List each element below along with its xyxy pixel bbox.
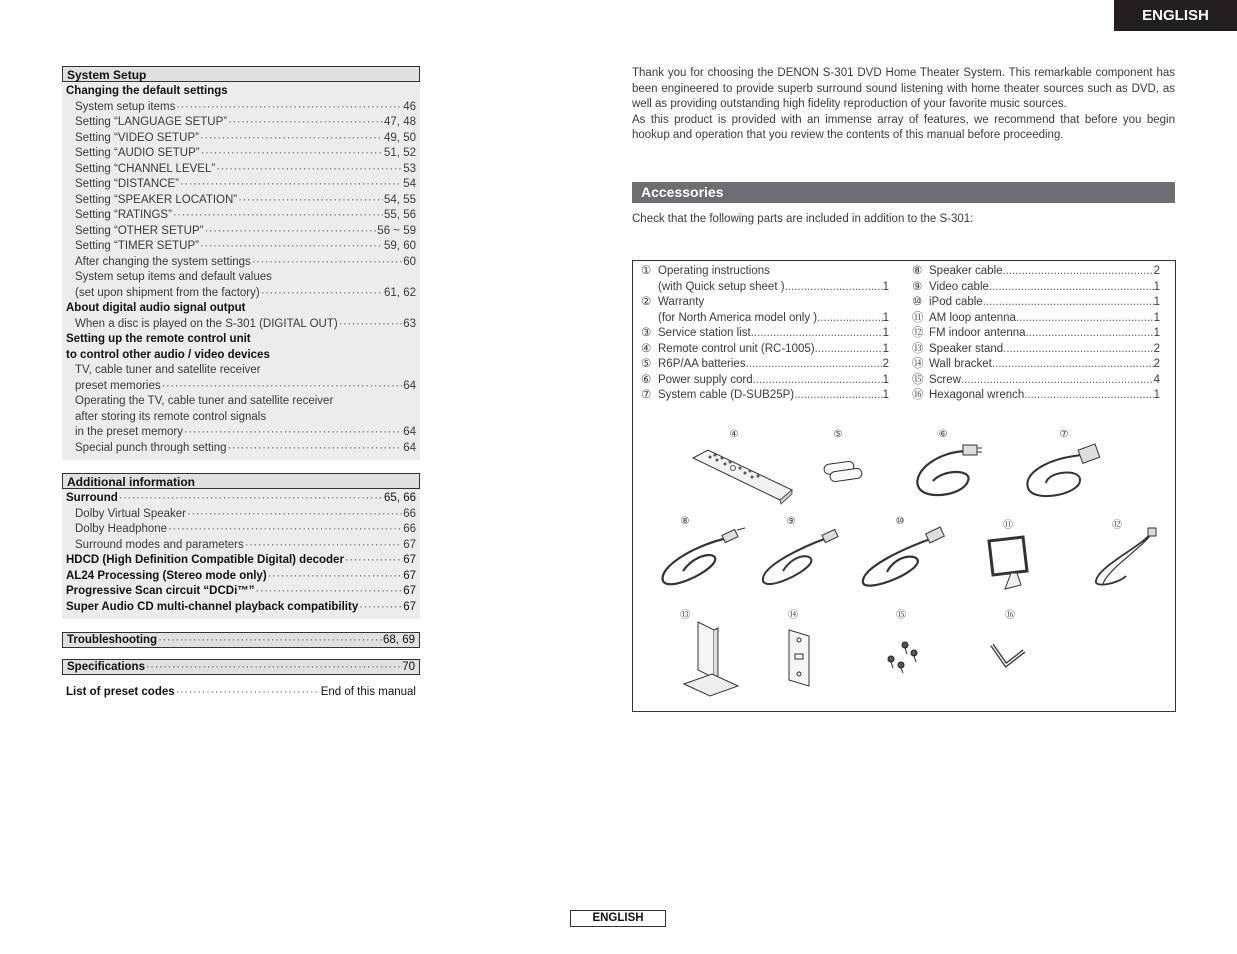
video-cable-icon	[755, 526, 845, 591]
toc-entry-label: Specifications	[67, 661, 145, 673]
accessory-item	[912, 280, 1160, 296]
accessory-number: ⑤	[641, 358, 652, 370]
toc-entry[interactable]	[66, 146, 416, 162]
toc-page-number: 66	[403, 523, 416, 535]
accessory-label: Service station list	[658, 327, 751, 339]
toc-entry	[66, 394, 416, 410]
screws-icon	[883, 639, 923, 674]
accessory-label: Hexagonal wrench	[929, 389, 1025, 401]
toc-page-number: 60	[403, 255, 416, 268]
intro-paragraph: Thank you for choosing the DENON S-301 DVD Home Theater System. This remarkable component has been engineered to provide superb surround sound listening with home theater sources such as DVD, as well as providing outstanding high fidelity reproduction of your favorite music sources.	[632, 67, 1175, 110]
accessory-number: ⑨	[912, 280, 923, 293]
accessory-number: ⑬	[912, 342, 924, 355]
illustration-number: ④	[729, 429, 739, 440]
toc-entry-label: System setup items and default values	[75, 271, 272, 283]
accessory-number: ⑮	[912, 373, 924, 386]
accessory-label: Speaker cable	[929, 265, 1003, 277]
toc-page-number: 70	[402, 661, 415, 673]
accessory-quantity: 1	[882, 311, 889, 324]
accessory-quantity: 1	[882, 280, 889, 293]
accessory-number: ⑫	[912, 327, 924, 339]
accessory-item	[641, 326, 889, 342]
toc-entry-label: Setting “TIMER SETUP”	[75, 240, 199, 252]
toc-entry-label: Setting “VIDEO SETUP”	[75, 131, 199, 144]
toc-page-number: 49, 50	[384, 131, 416, 144]
toc-page-number: 66	[403, 507, 416, 520]
speaker-cable-icon	[653, 526, 748, 591]
intro-text	[632, 66, 1175, 144]
section-heading-additional-information: Additional information	[62, 473, 420, 489]
accessory-label: Speaker stand	[929, 342, 1004, 355]
accessory-quantity: 1	[882, 342, 889, 355]
illustration-number: ⑭	[788, 610, 798, 621]
accessory-label: Screw	[929, 373, 961, 386]
accessory-quantity: 2	[882, 358, 889, 370]
toc-page-number: 46	[403, 100, 416, 113]
toc-entry-label: after storing its remote control signals	[75, 410, 267, 423]
toc-page-number: 56 ~ 59	[377, 224, 416, 237]
toc-entry-label: HDCD (High Definition Compatible Digital) decoder	[66, 554, 344, 566]
toc-entry[interactable]	[66, 584, 416, 600]
accessory-label: iPod cable	[929, 296, 983, 308]
accessory-label: R6P/AA batteries	[658, 358, 746, 370]
accessory-item	[912, 388, 1160, 404]
toc-entry-label: Setting “OTHER SETUP”	[75, 224, 204, 237]
toc-page-number: 54	[403, 178, 416, 190]
toc-entry-label: About digital audio signal output	[66, 302, 246, 314]
accessory-quantity: 1	[882, 373, 889, 386]
accessory-quantity: 1	[1153, 311, 1160, 324]
toc-entry[interactable]	[66, 491, 416, 507]
toc-entry-preset-codes[interactable]	[62, 685, 420, 701]
toc-entry[interactable]	[66, 600, 416, 616]
illustration-number: ⑥	[938, 429, 948, 440]
accessory-number: ③	[641, 327, 652, 339]
toc-page-number: 55, 56	[384, 209, 416, 221]
accessory-quantity: 1	[1153, 389, 1160, 401]
accessory-quantity: 1	[1153, 280, 1160, 293]
toc-entry-label: When a disc is played on the S-301 (DIGITAL OUT)	[75, 317, 338, 330]
accessory-item	[912, 357, 1160, 373]
intro-paragraph: As this product is provided with an immense array of features, we recommend that before you begin hookup and operation that you review the contents of this manual before proceeding.	[632, 113, 1175, 141]
toc-entry[interactable]	[66, 538, 416, 554]
accessory-item	[641, 264, 889, 280]
toc-entry[interactable]	[66, 569, 416, 585]
language-tab: ENGLISH	[1114, 0, 1237, 31]
toc-page-number: 64	[403, 441, 416, 454]
toc-page-number: 65, 66	[384, 492, 416, 504]
accessories-check-text: Check that the following parts are included in addition to the S-301:	[632, 212, 974, 225]
accessory-quantity: 1	[882, 327, 889, 339]
toc-page-number: 63	[403, 317, 416, 330]
toc-entry[interactable]	[66, 162, 416, 178]
accessory-item	[641, 342, 889, 358]
accessory-label: Wall bracket	[929, 358, 992, 370]
section-heading-system-setup: System Setup	[62, 66, 420, 82]
toc-entry[interactable]	[66, 100, 416, 116]
accessory-label: AM loop antenna	[929, 311, 1016, 324]
wall-bracket-icon	[781, 626, 816, 691]
toc-entry	[66, 410, 416, 426]
toc-page-number: 64	[403, 379, 416, 392]
accessory-item	[912, 295, 1160, 311]
toc-page-number: 67	[403, 585, 416, 597]
illustration-number: ⑩	[895, 516, 905, 527]
accessory-item	[641, 373, 889, 389]
toc-entry	[66, 363, 416, 379]
accessory-quantity: 4	[1153, 373, 1160, 386]
toc-entry[interactable]	[66, 255, 416, 271]
toc-entry[interactable]	[66, 177, 416, 193]
toc-entry-label: Super Audio CD multi-channel playback compatibility	[66, 600, 359, 613]
accessory-item	[912, 264, 1160, 280]
accessory-number: ①	[641, 265, 652, 277]
toc-entry-label: Changing the default settings	[66, 85, 228, 97]
toc-entry-label: Special punch through setting	[75, 441, 227, 454]
accessory-number: ⑪	[912, 311, 924, 324]
accessory-quantity: 1	[1153, 327, 1160, 339]
accessories-list-right	[912, 264, 1160, 404]
accessory-number: ⑯	[912, 389, 924, 401]
toc-entry-label: Operating the TV, cable tuner and satellite receiver	[75, 395, 334, 407]
main-content	[632, 66, 1175, 225]
accessory-item	[641, 280, 889, 296]
accessory-item	[641, 357, 889, 373]
toc-entry[interactable]	[66, 131, 416, 147]
toc-entry[interactable]	[66, 317, 416, 333]
accessory-quantity: 2	[1153, 265, 1160, 277]
accessory-label: (for North America model only )	[658, 311, 818, 324]
toc-page-number: 64	[403, 426, 416, 438]
toc-page-number: 59, 60	[384, 240, 416, 252]
accessory-label: (with Quick setup sheet )	[658, 280, 785, 293]
illustration-number: ⑤	[833, 429, 843, 440]
table-of-contents	[62, 66, 420, 701]
am-loop-antenna-icon	[983, 533, 1033, 593]
accessory-number: ⑥	[641, 373, 652, 386]
toc-page-number: 68, 69	[383, 634, 415, 646]
toc-page-number: 67	[403, 600, 416, 613]
accessory-number: ⑦	[641, 389, 652, 401]
toc-entry[interactable]	[66, 441, 416, 457]
toc-entry-label: to control other audio / video devices	[66, 348, 270, 361]
accessory-item	[641, 295, 889, 311]
illustration-number: ⑬	[680, 610, 690, 621]
toc-entry-label: Setting “SPEAKER LOCATION”	[75, 193, 238, 206]
ipod-cable-icon	[855, 526, 950, 591]
accessory-label: Power supply cord	[658, 373, 753, 386]
toc-entry-label: Setting up the remote control unit	[66, 333, 251, 345]
toc-page-number: 67	[403, 554, 416, 566]
hex-wrench-icon	[988, 639, 1028, 669]
accessory-item	[912, 373, 1160, 389]
illustration-number: ⑧	[680, 516, 690, 527]
toc-page-number: 61, 62	[384, 286, 416, 299]
toc-entry-label: AL24 Processing (Stereo mode only)	[66, 569, 267, 582]
accessory-label: Video cable	[929, 280, 989, 293]
toc-entry-label: Setting “LANGUAGE SETUP”	[75, 116, 228, 128]
accessories-heading: Accessories	[632, 182, 1175, 203]
system-setup-entries	[62, 82, 420, 460]
accessory-label: System cable (D-SUB25P)	[658, 389, 795, 401]
toc-entry-label: preset memories	[75, 379, 161, 392]
toc-entry-label: Troubleshooting	[67, 634, 158, 646]
toc-page-number: 67	[403, 538, 416, 551]
toc-entry[interactable]	[66, 239, 416, 255]
toc-entry[interactable]	[66, 379, 416, 395]
toc-entry[interactable]	[66, 208, 416, 224]
illustration-number: ⑨	[786, 516, 796, 527]
accessory-quantity: 2	[1153, 358, 1160, 370]
accessories-box	[632, 260, 1176, 712]
illustration-number: ⑫	[1112, 520, 1122, 531]
toc-entry	[66, 301, 416, 317]
toc-entry-label: Dolby Virtual Speaker	[75, 507, 187, 520]
toc-entry[interactable]	[66, 522, 416, 538]
accessory-number: ⑭	[912, 358, 924, 370]
accessory-number: ④	[641, 342, 652, 355]
accessory-number: ②	[641, 296, 652, 308]
toc-page-number: 67	[403, 569, 416, 582]
illustration-number: ⑪	[1003, 520, 1013, 531]
fm-antenna-icon	[1088, 526, 1163, 591]
illustration-number: ⑯	[1005, 610, 1015, 621]
toc-page-number: 47, 48	[384, 116, 416, 128]
toc-entry[interactable]	[66, 507, 416, 523]
accessory-quantity: 1	[1153, 296, 1160, 308]
speaker-stand-icon	[678, 618, 743, 698]
accessory-item	[912, 311, 1160, 327]
toc-page-number: End of this manual	[320, 686, 416, 698]
accessory-item	[912, 342, 1160, 358]
toc-entry-label: After changing the system settings	[75, 255, 251, 268]
toc-page-number: 51, 52	[384, 147, 416, 159]
toc-entry[interactable]	[66, 425, 416, 441]
batteries-icon	[818, 457, 868, 487]
toc-entry-label: TV, cable tuner and satellite receiver	[75, 364, 261, 376]
toc-entry[interactable]	[66, 553, 416, 569]
toc-entry-label: in the preset memory	[75, 426, 184, 438]
illustration-number: ⑮	[896, 610, 906, 621]
footer-language-label: ENGLISH	[570, 910, 666, 927]
system-cable-icon	[1018, 443, 1103, 505]
accessory-number: ⑧	[912, 265, 923, 277]
remote-control-icon	[688, 446, 798, 506]
accessory-label: Remote control unit (RC-1005)	[658, 342, 815, 355]
toc-entry-troubleshooting[interactable]	[62, 632, 420, 648]
accessory-label: Operating instructions	[658, 265, 770, 277]
toc-entry-label: Setting “AUDIO SETUP”	[75, 147, 200, 159]
toc-entry	[66, 84, 416, 100]
toc-entry-label: Setting “RATINGS”	[75, 209, 172, 221]
toc-entry-label: Setting “DISTANCE”	[75, 178, 179, 190]
accessory-item	[641, 388, 889, 404]
toc-entry[interactable]	[66, 115, 416, 131]
toc-page-number: 54, 55	[384, 193, 416, 206]
toc-entry-specifications[interactable]	[62, 659, 420, 675]
accessory-quantity: 1	[882, 389, 889, 401]
toc-entry[interactable]	[66, 193, 416, 209]
toc-page-number: 53	[403, 162, 416, 175]
accessory-quantity: 2	[1153, 342, 1160, 355]
accessory-label: FM indoor antenna	[929, 327, 1026, 339]
illustration-number: ⑦	[1059, 429, 1069, 440]
power-cord-icon	[908, 441, 983, 506]
toc-entry-label: (set upon shipment from the factory)	[75, 286, 260, 299]
toc-entry-label: Progressive Scan circuit “DCDi™”	[66, 585, 255, 597]
toc-entry	[66, 348, 416, 364]
accessory-item	[912, 326, 1160, 342]
accessories-list-left	[641, 264, 889, 404]
toc-entry-label: List of preset codes	[66, 686, 175, 698]
accessory-label: Warranty	[658, 296, 705, 308]
toc-entry[interactable]	[66, 224, 416, 240]
toc-entry	[66, 270, 416, 286]
accessory-item	[641, 311, 889, 327]
toc-entry-label: System setup items	[75, 100, 176, 113]
toc-entry-label: Dolby Headphone	[75, 523, 168, 535]
toc-entry-label: Surround modes and parameters	[75, 538, 244, 551]
additional-information-entries	[62, 489, 420, 619]
toc-entry	[66, 332, 416, 348]
accessory-number: ⑩	[912, 296, 923, 308]
toc-entry-label: Surround	[66, 492, 118, 504]
toc-entry[interactable]	[66, 286, 416, 302]
toc-entry-label: Setting “CHANNEL LEVEL”	[75, 162, 216, 175]
